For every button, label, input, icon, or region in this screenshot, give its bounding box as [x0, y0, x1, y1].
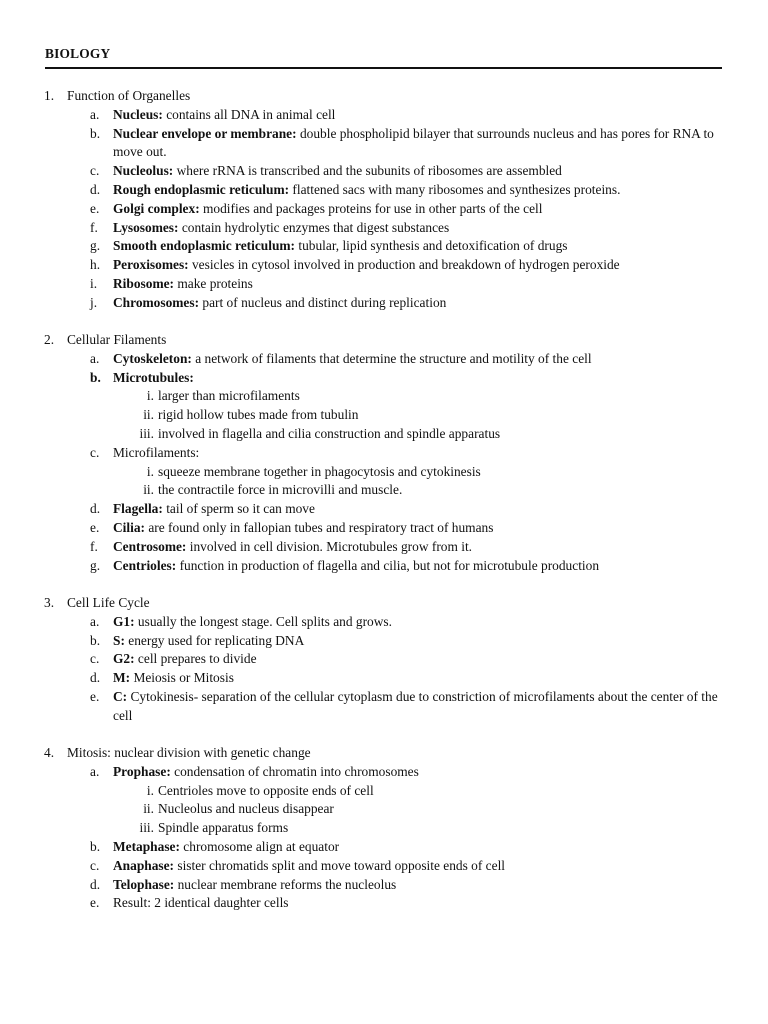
- outline-section: [0, 87, 768, 313]
- item-text: tail of sperm so it can move: [162, 501, 315, 517]
- item-term: Peroxisomes:: [113, 257, 189, 273]
- section-title: Cellular Filaments: [67, 332, 167, 348]
- list-item: [0, 894, 718, 913]
- sub-item-marker: iii.: [139, 426, 154, 442]
- item-marker: b.: [90, 125, 101, 141]
- list-item: [0, 181, 718, 200]
- item-term: S:: [113, 632, 125, 648]
- sub-item-marker: i.: [146, 388, 154, 404]
- item-marker: e.: [90, 200, 100, 216]
- sub-item-text: involved in flagella and cilia construction and spindle apparatus: [158, 426, 501, 442]
- item-term: Smooth endoplasmic reticulum:: [113, 238, 296, 254]
- list-item: [0, 763, 718, 782]
- section-number: 3.: [44, 594, 55, 610]
- list-item: [0, 237, 718, 256]
- item-text: where rRNA is transcribed and the subunits of ribosomes are assembled: [173, 163, 562, 179]
- sub-list-item: [0, 387, 768, 406]
- item-marker: c.: [90, 163, 100, 179]
- section-number: 2.: [44, 332, 55, 348]
- sub-item-marker: ii.: [143, 482, 154, 498]
- item-marker: j.: [90, 294, 98, 310]
- item-term: Nucleus:: [113, 106, 163, 122]
- list-item: [0, 162, 718, 181]
- sub-list-item: [0, 463, 768, 482]
- item-text: function in production of flagella and cilia, but not for microtubule production: [176, 557, 600, 573]
- item-term: Telophase:: [113, 876, 175, 892]
- item-marker: a.: [90, 106, 100, 122]
- sub-item-text: Nucleolus and nucleus disappear: [158, 801, 334, 817]
- outline-section: [0, 594, 768, 726]
- item-marker: i.: [90, 275, 98, 291]
- section-title: Mitosis: nuclear division with genetic change: [67, 745, 311, 760]
- section-heading: [0, 331, 768, 350]
- item-text: sister chromatids split and move toward opposite ends of cell: [174, 857, 506, 873]
- section-number: 4.: [44, 745, 55, 760]
- list-item: [0, 650, 718, 669]
- item-text: Cytokinesis- separation of the cellular cytoplasm due to constriction of microfilaments about the center of the cell: [113, 688, 718, 723]
- item-term: Lysosomes:: [113, 219, 179, 235]
- list-item: [0, 557, 718, 576]
- item-term: Cytoskeleton:: [113, 350, 192, 366]
- list-item: [0, 106, 718, 125]
- list-item: [0, 444, 718, 463]
- item-term: G2:: [113, 651, 135, 667]
- item-marker: e.: [90, 895, 100, 911]
- item-marker: b.: [90, 369, 101, 385]
- section-title: Function of Organelles: [67, 88, 191, 103]
- sub-item-text: Centrioles move to opposite ends of cell: [158, 782, 374, 798]
- item-term: M:: [113, 670, 131, 686]
- sub-list-item: [0, 406, 768, 425]
- item-text: make proteins: [174, 275, 253, 291]
- section-title: Cell Life Cycle: [67, 594, 150, 610]
- item-marker: e.: [90, 520, 100, 536]
- item-marker: c.: [90, 651, 100, 667]
- list-item: [0, 838, 718, 857]
- list-item: [0, 200, 718, 219]
- outline-sections: [0, 87, 768, 932]
- sub-item-marker: i.: [146, 463, 154, 479]
- item-marker: c.: [90, 857, 100, 873]
- item-marker: a.: [90, 350, 100, 366]
- item-marker: g.: [90, 557, 101, 573]
- item-text: Result: 2 identical daughter cells: [113, 895, 289, 911]
- sub-list-item: [0, 800, 768, 819]
- section-heading: [0, 594, 768, 613]
- item-marker: f.: [90, 538, 98, 554]
- list-item: [0, 519, 718, 538]
- item-term: G1:: [113, 613, 135, 629]
- list-item: [0, 632, 718, 651]
- item-term: Prophase:: [113, 763, 171, 779]
- sub-list-item: [0, 819, 768, 838]
- item-term: Microtubules:: [113, 369, 194, 385]
- item-text: flattened sacs with many ribosomes and synthesizes proteins.: [289, 181, 621, 197]
- item-text: tubular, lipid synthesis and detoxification of drugs: [295, 238, 568, 254]
- item-text: cell prepares to divide: [134, 651, 257, 667]
- list-item: [0, 857, 718, 876]
- sub-list-item: [0, 782, 768, 801]
- item-text: part of nucleus and distinct during replication: [199, 294, 447, 310]
- item-term: Nuclear envelope or membrane:: [113, 125, 297, 141]
- item-term: Flagella:: [113, 501, 163, 517]
- sub-list-item: [0, 425, 768, 444]
- item-marker: b.: [90, 632, 101, 648]
- item-marker: h.: [90, 257, 101, 273]
- sub-item-marker: i.: [146, 782, 154, 798]
- outline-section: [0, 744, 768, 913]
- sub-item-marker: iii.: [139, 820, 154, 836]
- item-term: Centrosome:: [113, 538, 187, 554]
- sub-list-item: [0, 481, 768, 500]
- item-text: Microfilaments:: [113, 444, 200, 460]
- section-number: 1.: [44, 88, 55, 103]
- list-item: [0, 275, 718, 294]
- title-rule: [45, 67, 722, 69]
- item-term: Chromosomes:: [113, 294, 200, 310]
- item-marker: c.: [90, 444, 100, 460]
- sub-item-text: rigid hollow tubes made from tubulin: [158, 407, 359, 423]
- item-text: contain hydrolytic enzymes that digest substances: [178, 219, 450, 235]
- item-term: Metaphase:: [113, 838, 180, 854]
- list-item: [0, 669, 718, 688]
- item-text: a network of filaments that determine the structure and motility of the cell: [191, 350, 592, 366]
- item-text: condensation of chromatin into chromosomes: [170, 763, 419, 779]
- item-text: chromosome align at equator: [179, 838, 340, 854]
- list-item: [0, 876, 718, 895]
- list-item: [0, 369, 718, 388]
- list-item: [0, 125, 718, 163]
- item-term: Nucleolus:: [113, 163, 174, 179]
- section-heading: [0, 744, 768, 763]
- list-item: [0, 256, 718, 275]
- item-text: nuclear membrane reforms the nucleolus: [174, 876, 397, 892]
- sub-item-marker: ii.: [143, 407, 154, 423]
- item-term: Centrioles:: [113, 557, 177, 573]
- item-text: contains all DNA in animal cell: [162, 106, 336, 122]
- list-item: [0, 500, 718, 519]
- sub-item-text: the contractile force in microvilli and muscle.: [158, 482, 403, 498]
- item-text: usually the longest stage. Cell splits and grows.: [134, 613, 392, 629]
- item-marker: a.: [90, 763, 100, 779]
- document-title: BIOLOGY: [45, 46, 111, 61]
- section-heading: [0, 87, 768, 106]
- outline-section: [0, 331, 768, 575]
- list-item: [0, 613, 718, 632]
- item-marker: a.: [90, 613, 100, 629]
- item-term: Ribosome:: [113, 275, 174, 291]
- sub-item-text: Spindle apparatus forms: [158, 820, 289, 836]
- sub-item-marker: ii.: [143, 801, 154, 817]
- item-marker: e.: [90, 688, 100, 704]
- item-marker: d.: [90, 181, 101, 197]
- item-term: Golgi complex:: [113, 200, 200, 216]
- list-item: [0, 219, 718, 238]
- item-text: involved in cell division. Microtubules grow from it.: [186, 538, 473, 554]
- item-term: Cilia:: [113, 520, 145, 536]
- item-marker: d.: [90, 876, 101, 892]
- item-text: are found only in fallopian tubes and respiratory tract of humans: [145, 520, 494, 536]
- item-text: vesicles in cytosol involved in production and breakdown of hydrogen peroxide: [188, 257, 620, 273]
- item-term: Anaphase:: [113, 857, 175, 873]
- list-item: [0, 294, 718, 313]
- item-marker: b.: [90, 838, 101, 854]
- list-item: [0, 350, 718, 369]
- item-text: modifies and packages proteins for use in other parts of the cell: [199, 200, 543, 216]
- item-text: energy used for replicating DNA: [124, 632, 305, 648]
- sub-item-text: larger than microfilaments: [158, 388, 300, 404]
- item-marker: g.: [90, 238, 101, 254]
- item-term: Rough endoplasmic reticulum:: [113, 181, 290, 197]
- list-item: [0, 538, 718, 557]
- sub-item-text: squeeze membrane together in phagocytosis and cytokinesis: [158, 463, 481, 479]
- list-item: [0, 688, 718, 726]
- item-marker: f.: [90, 219, 98, 235]
- item-text: Meiosis or Mitosis: [130, 670, 234, 686]
- item-marker: d.: [90, 501, 101, 517]
- item-text: double phospholipid bilayer that surrounds nucleus and has pores for RNA to move out.: [113, 125, 714, 160]
- item-marker: d.: [90, 670, 101, 686]
- item-term: C:: [113, 688, 128, 704]
